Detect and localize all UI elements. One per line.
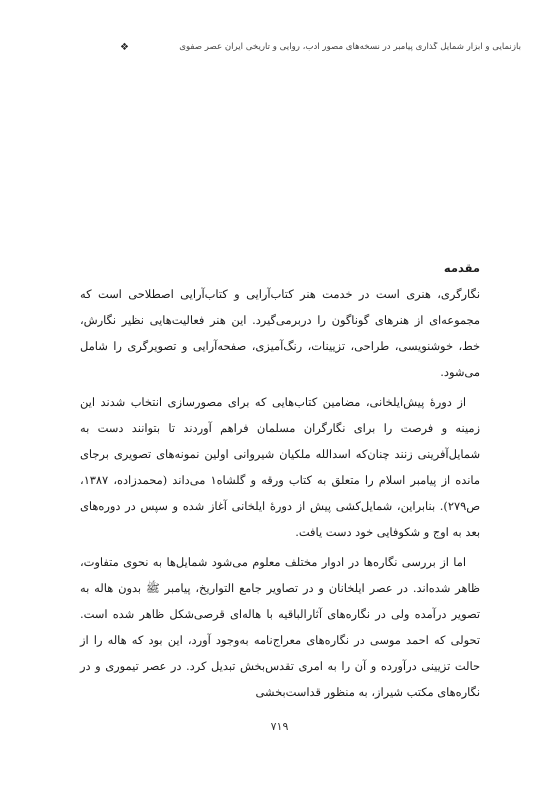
paragraph: از دورهٔ پیش‌ایلخانی، مضامین کتاب‌هایی که برای مصورسازی انتخاب شدند این زمینه و فرصت را برای نگارگران مسلمان فراهم آوردند تا بتوانند دست به شمایل‌آفرینی زنند چنان‌که اسدالله ملکیان شیروانی اولین نمونه‌های تصویری برجای مانده از پیامبر اسلام را متعلق به کتاب ورقه و گلشاه۱ می‌داند (محمدزاده، ۱۳۸۷، ص۲۷۹). بنابراین، شمایل‌کشی پیش از دورهٔ ایلخانی آغاز شده و سپس در دوره‌های بعد به اوج و شکوفایی خود دست یافت. [80, 395, 480, 539]
paragraph: اما از بررسی نگاره‌ها در ادوار مختلف معلوم می‌شود شمایل‌ها به نحوی متفاوت، ظاهر شده‌اند. در عصر ایلخانان و در تصاویر جامع التواریخ، پیامبر ﷺ بدون هاله به تصویر درآمده ولی در نگاره‌های آثارالباقیه با هاله‌ای قرصی‌شکل ظاهر شده است. تحولی که احمد موسی در نگاره‌های معراج‌نامه به‌وجود آورد، این بود که هاله را از حالت تزیینی درآورده و آن را به امری تقدس‌بخش تبدیل کرد. در عصر تیموری و در نگاره‌های مکتب شیراز، به منظور قداست‌بخشی [80, 555, 480, 699]
header-ornament-icon: ❖ [120, 41, 129, 53]
section-heading: مقدمه [443, 261, 480, 275]
body-text [80, 255, 480, 705]
running-header [120, 38, 521, 56]
running-header-title: بازنمایی و ابزار شمایل گذاری پیامبر در نسخه‌های مصور ادب، روایی و تاریخی ایران عصر صفوی [179, 42, 521, 52]
paragraph: نگارگری، هنری است در خدمت هنر کتاب‌آرایی و کتاب‌آرایی اصطلاحی است که مجموعه‌ای از هنرهای گوناگون را دربرمی‌گیرد. این هنر فعالیت‌هایی نظیر نگارش، خط، خوشنویسی، طراحی، تزیینات، رنگ‌آمیزی، صفحه‌آرایی و تصویرگری را شامل می‌شود. [80, 287, 480, 379]
page-number: ۷۱۹ [270, 720, 289, 733]
